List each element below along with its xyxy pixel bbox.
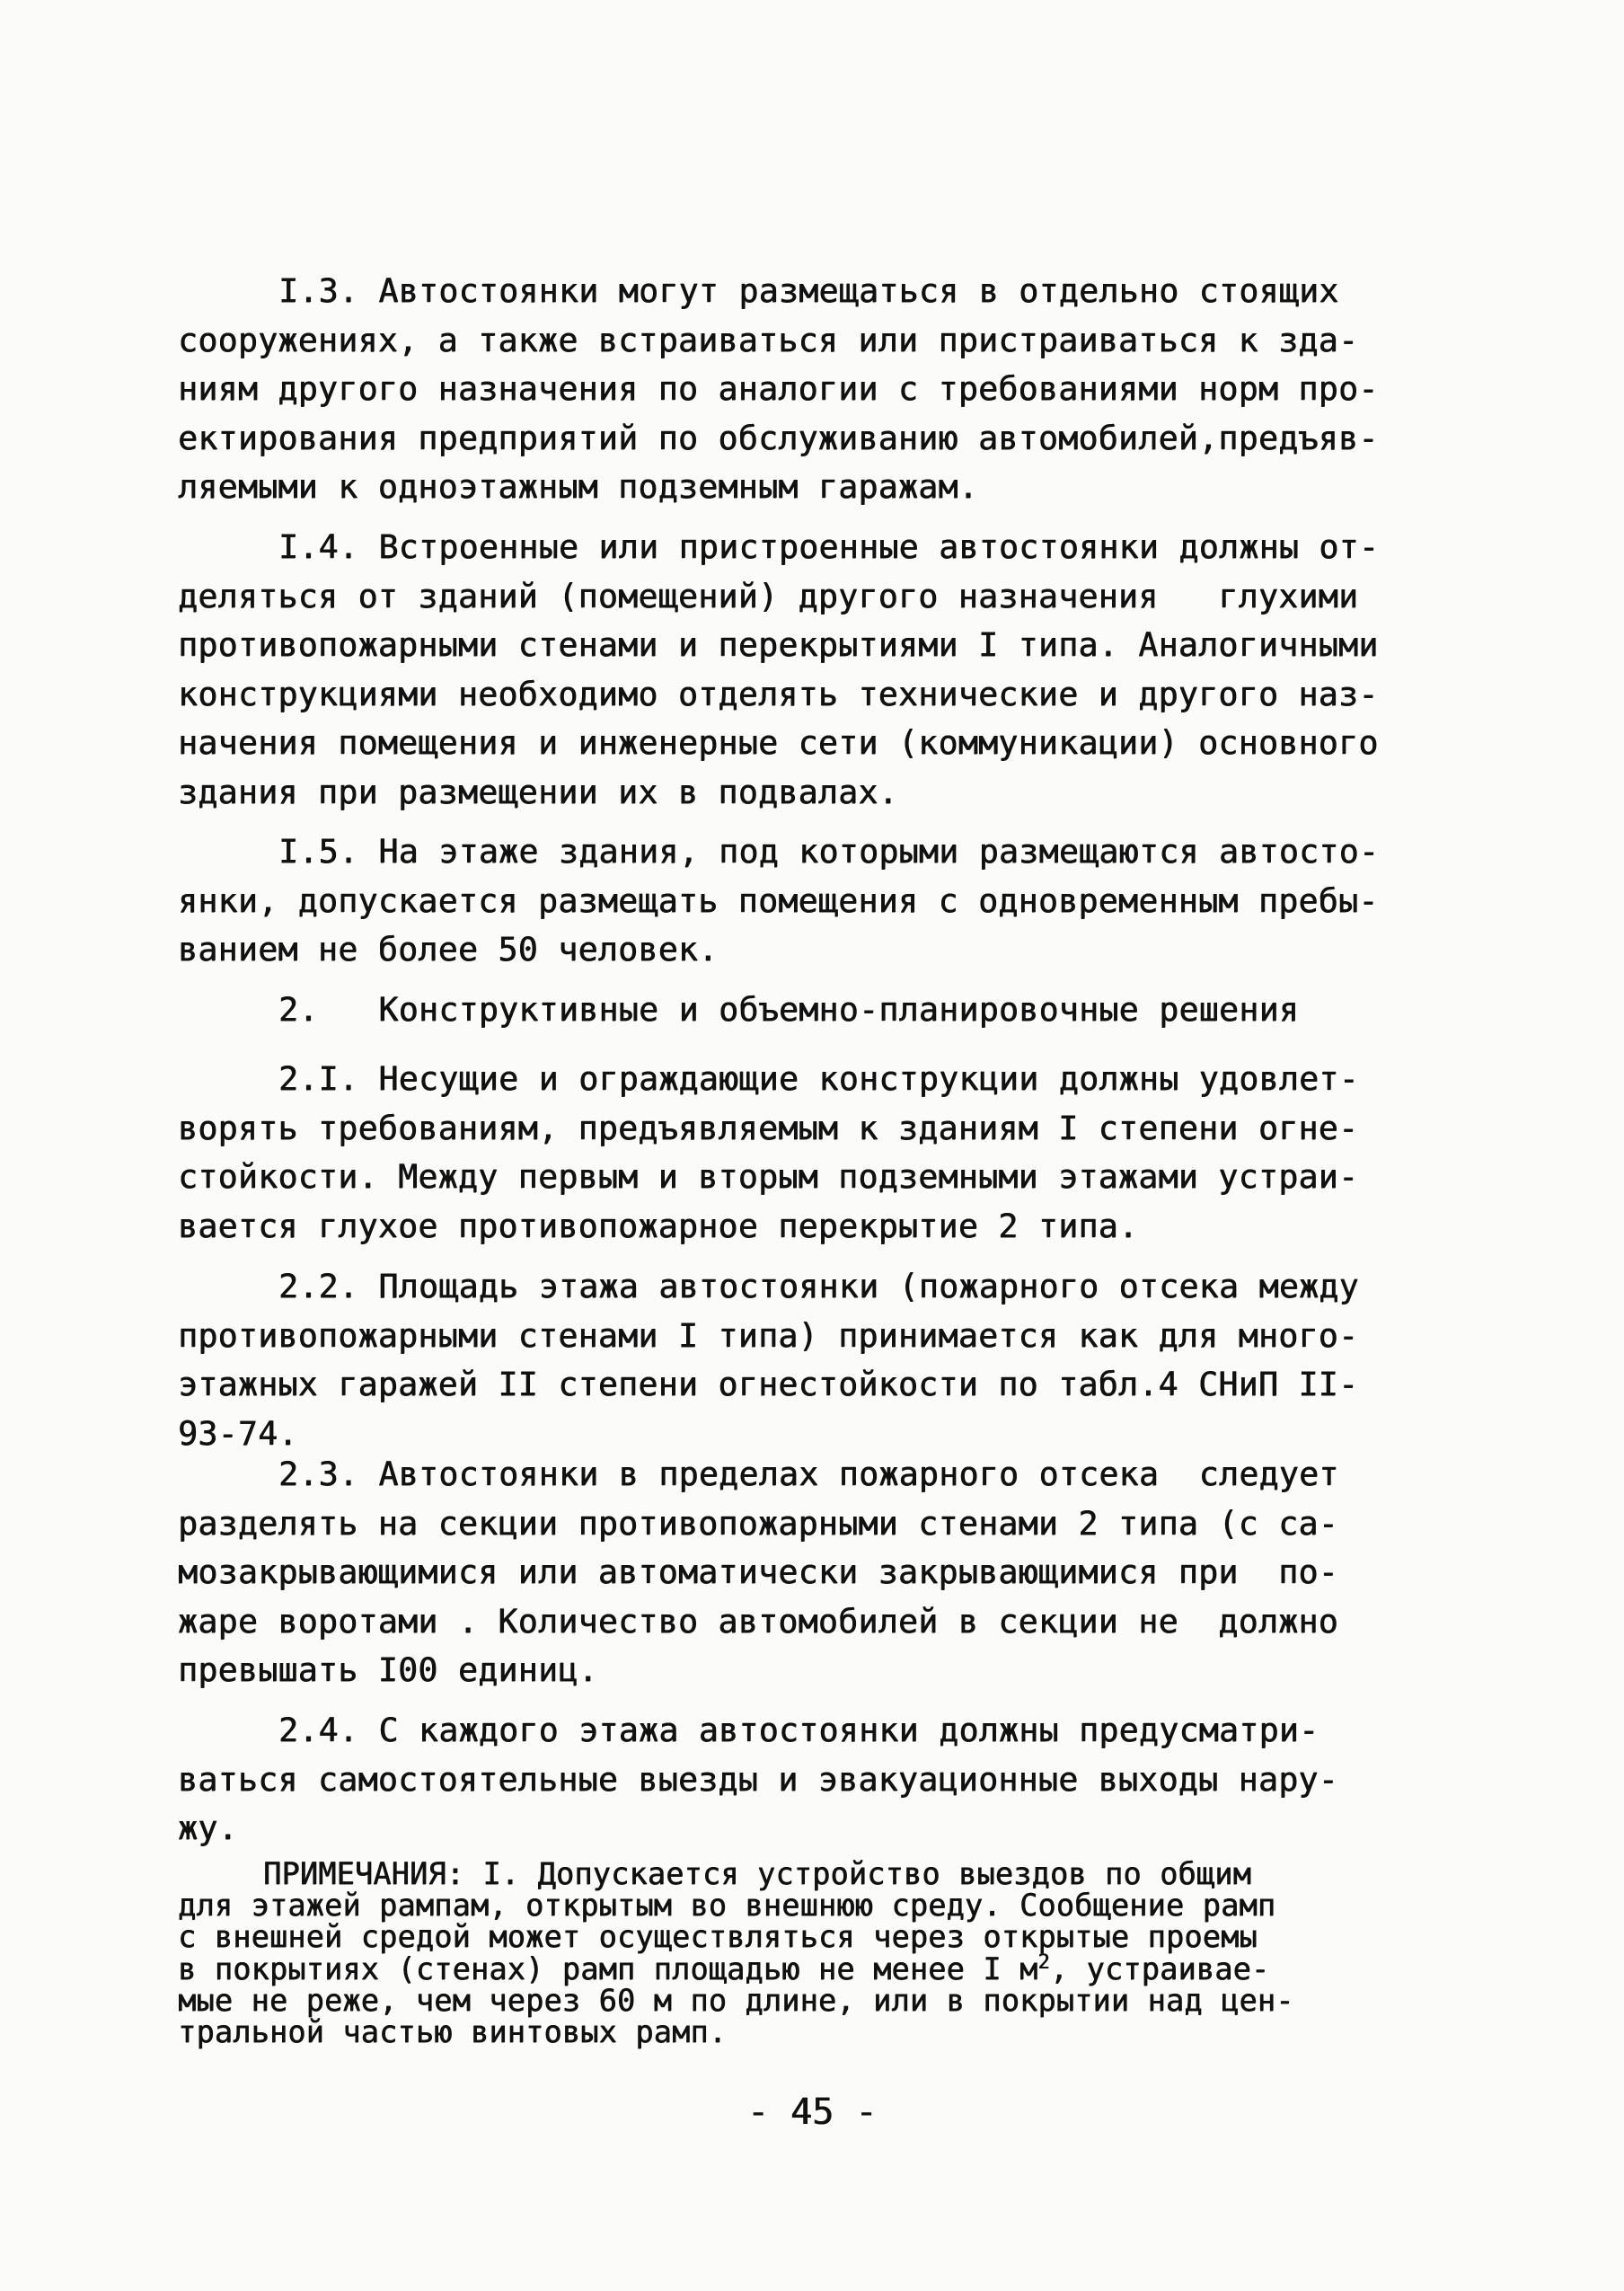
- text-line: этажных гаражей II степени огнестойкости по табл.4 СНиП II-: [178, 1365, 1359, 1403]
- text-line: 2.4. С каждого этажа автостоянки должны предусматри-: [278, 1711, 1320, 1749]
- text-line: I.5. На этаже здания, под которыми размещаются автосто-: [278, 832, 1380, 871]
- text-line: ваться самостоятельные выезды и эвакуационные выходы нару-: [178, 1759, 1338, 1799]
- notes-block: [178, 1858, 1337, 2048]
- superscript-exponent: 2: [1037, 1950, 1050, 1974]
- note-line-text: в покрытиях (стенах) рамп площадью не менее I м: [178, 1950, 1038, 1986]
- text-line: противопожарными стенами и перекрытиями I типа. Аналогичными: [178, 625, 1379, 664]
- text-line: жу.: [178, 1809, 238, 1847]
- text-line: I.4. Встроенные или пристроенные автостоянки должны от-: [278, 527, 1380, 566]
- paragraph-2-1: [178, 1055, 1359, 1251]
- text-line: ворять требованиям, предъявляемым к зданиям I степени огне-: [178, 1108, 1359, 1147]
- text-line: 93-74.: [178, 1413, 298, 1453]
- section-2-heading: [178, 986, 1337, 1035]
- text-line: конструкциями необходимо отделять технические и другого наз-: [178, 674, 1379, 713]
- text-line: деляться от зданий (помещений) другого назначения глухими: [178, 576, 1359, 615]
- paragraph-2-4: [178, 1706, 1337, 1853]
- note-line: мые не реже, чем через 60 м по длине, или в покрытии над цен-: [178, 1982, 1294, 2018]
- text-line: ниям другого назначения по аналогии с требованиями норм про-: [178, 369, 1379, 408]
- text-line: мозакрывающимися или автоматически закрывающимися при по-: [178, 1552, 1338, 1591]
- text-line: ванием не более 50 человек.: [178, 930, 719, 969]
- text-line: ектирования предприятий по обслуживанию автомобилей,предъяв-: [178, 418, 1379, 457]
- text-line: здания при размещении их в подвалах.: [178, 772, 898, 811]
- text-line: разделять на секции противопожарными стенами 2 типа (с са-: [178, 1503, 1338, 1543]
- text-line: 2.3. Автостоянки в пределах пожарного отсека следует: [278, 1455, 1339, 1493]
- note-line-text: , устраивае-: [1049, 1950, 1270, 1986]
- text-line: превышать I00 единиц.: [178, 1650, 598, 1689]
- text-line: жаре воротами . Количество автомобилей в секции не должно: [178, 1601, 1338, 1641]
- section-heading: 2. Конструктивные и объемно-планировочные решения: [278, 990, 1300, 1029]
- text-line: 2.2. Площадь этажа автостоянки (пожарного отсека между: [278, 1267, 1359, 1305]
- text-line: 2.I. Несущие и ограждающие конструкции должны удовлет-: [278, 1059, 1359, 1098]
- note-line: [178, 1950, 1337, 1986]
- note-line: тральной частью винтовых рамп.: [178, 2013, 728, 2049]
- text-line: противопожарными стенами I типа) принимается как для много-: [178, 1315, 1359, 1355]
- text-line: стойкости. Между первым и вторым подземными этажами устраи-: [178, 1157, 1359, 1196]
- note-line: ПРИМЕЧАНИЯ: I. Допускается устройство выездов по общим: [263, 1856, 1251, 1891]
- text-line: начения помещения и инженерные сети (коммуникации) основного: [178, 723, 1379, 762]
- paragraph-2-2: [178, 1262, 1359, 1458]
- note-line: для этажей рампам, открытым во внешнюю среду. Сообщение рамп: [178, 1888, 1276, 1924]
- text-line: I.3. Автостоянки могут размещаться в отдельно стоящих: [278, 271, 1339, 310]
- text-line: сооружениях, а также встраиваться или пристраиваться к зда-: [178, 320, 1359, 359]
- text-line: янки, допускается размещать помещения с одновременным пребы-: [178, 880, 1379, 920]
- paragraph-2-3: [178, 1450, 1337, 1695]
- text-line: ляемыми к одноэтажным подземным гаражам.: [178, 467, 978, 506]
- note-line: с внешней средой может осуществляться через открытые проемы: [178, 1919, 1258, 1955]
- paragraph-1-4: [178, 523, 1380, 817]
- paragraph-1-5: [178, 827, 1380, 975]
- page-number: - 45 -: [746, 2092, 878, 2133]
- text-line: вается глухое противопожарное перекрытие 2 типа.: [178, 1206, 1139, 1245]
- paragraph-1-3: [178, 267, 1379, 512]
